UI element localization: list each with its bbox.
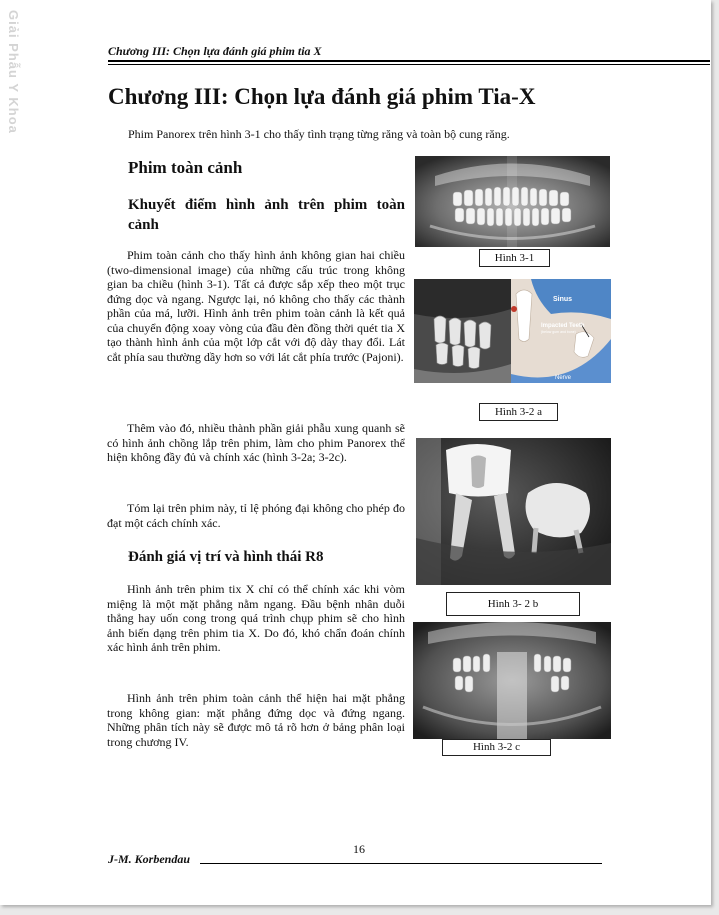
figure-3-2b-xray: [416, 438, 611, 585]
paragraph-3: Tóm lại trên phim này, tỉ lệ phóng đại không cho phép đo đạt một cách chính xác.: [107, 501, 405, 530]
paragraph-2: Thêm vào đó, nhiều thành phần giải phẫu xung quanh sẽ có hình ảnh chồng lắp trên phim, làm cho phim Panorex thể hiện không đầy đủ và chính xác (hình 3-2a; 3-2c).: [107, 421, 405, 464]
watermark: Giải Phẫu Y Khoa: [6, 10, 21, 134]
paragraph-1: Phim toàn cảnh cho thấy hình ảnh không gian hai chiều (two-dimensional image) của những cấu trúc trong không gian ba chiều (hình 3-1). Tất cả được sắp xếp theo một trục đứng dọc và ngang. Ngược lại, nó không cho thấy các thành phần của má, lưỡi. Hình ảnh trên phim toàn cảnh là kết quả của chuyển động xoay vòng của đầu đèn đồng thời quét tia X tạo thành hình ảnh của một lớp cắt với độ dày thay đổi. Lát cắt phía sau thường dầy hơn so với lát cắt phía trước (Pajoni).: [107, 248, 405, 364]
intro-paragraph: Phim Panorex trên hình 3-1 cho thấy tình trạng từng răng và toàn bộ cung răng.: [128, 127, 510, 141]
section2-subheading: Đánh giá vị trí và hình thái R8: [128, 549, 324, 565]
impacted-teeth-sublabel: (below gum and bone): [541, 330, 576, 334]
header-rule: [108, 60, 710, 62]
footer-rule: [200, 863, 602, 864]
paragraph-4: Hình ảnh trên phim tix X chỉ có thể chính xác khi vòm miệng là một mặt phẳng nằm ngang. Đầu bệnh nhân duỗi thẳng hay uốn cong trong quá trình chụp phim sẽ cho hình ảnh biến dạng trên phim tia X. Do đó, khó chẩn đoán chính xác hình ảnh trên phim.: [107, 582, 405, 654]
section-subheading: Khuyết điểm hình ảnh trên phim toàn cảnh: [128, 197, 405, 233]
figure-3-2a-illustration: [511, 279, 611, 383]
nerve-label: Nerve: [555, 375, 572, 381]
chapter-title: Chương III: Chọn lựa đánh giá phim Tia-X: [108, 84, 536, 109]
impacted-teeth-label: Impacted Teeth: [541, 323, 585, 329]
running-header: Chương III: Chọn lựa đánh giá phim tia X: [108, 44, 322, 58]
figure-3-2c-caption: Hình 3-2 c: [442, 739, 551, 756]
sinus-label: Sinus: [553, 296, 573, 303]
header-rule-thin: [108, 64, 710, 65]
footer-author: J-M. Korbendau: [108, 852, 191, 866]
figure-3-2c-panoramic-xray: [413, 622, 611, 739]
section-heading: Phim toàn cảnh: [128, 158, 243, 177]
paragraph-5: Hình ảnh trên phim toàn cảnh thể hiện hai mặt phẳng trong không gian: mặt phẳng đứng dọc và đứng ngang. Những phân tích này sẽ được mô tả rõ hơn ở bảng phân loại trong chương IV.: [107, 691, 405, 749]
page-number: 16: [353, 842, 365, 856]
figure-3-2a-xray: [414, 279, 511, 383]
figure-3-1-panoramic-xray: [415, 156, 610, 247]
figure-3-2b-caption: Hình 3- 2 b: [446, 592, 580, 616]
figure-3-2a-caption: Hình 3-2 a: [479, 403, 558, 421]
figure-3-1-caption: Hình 3-1: [479, 249, 550, 267]
